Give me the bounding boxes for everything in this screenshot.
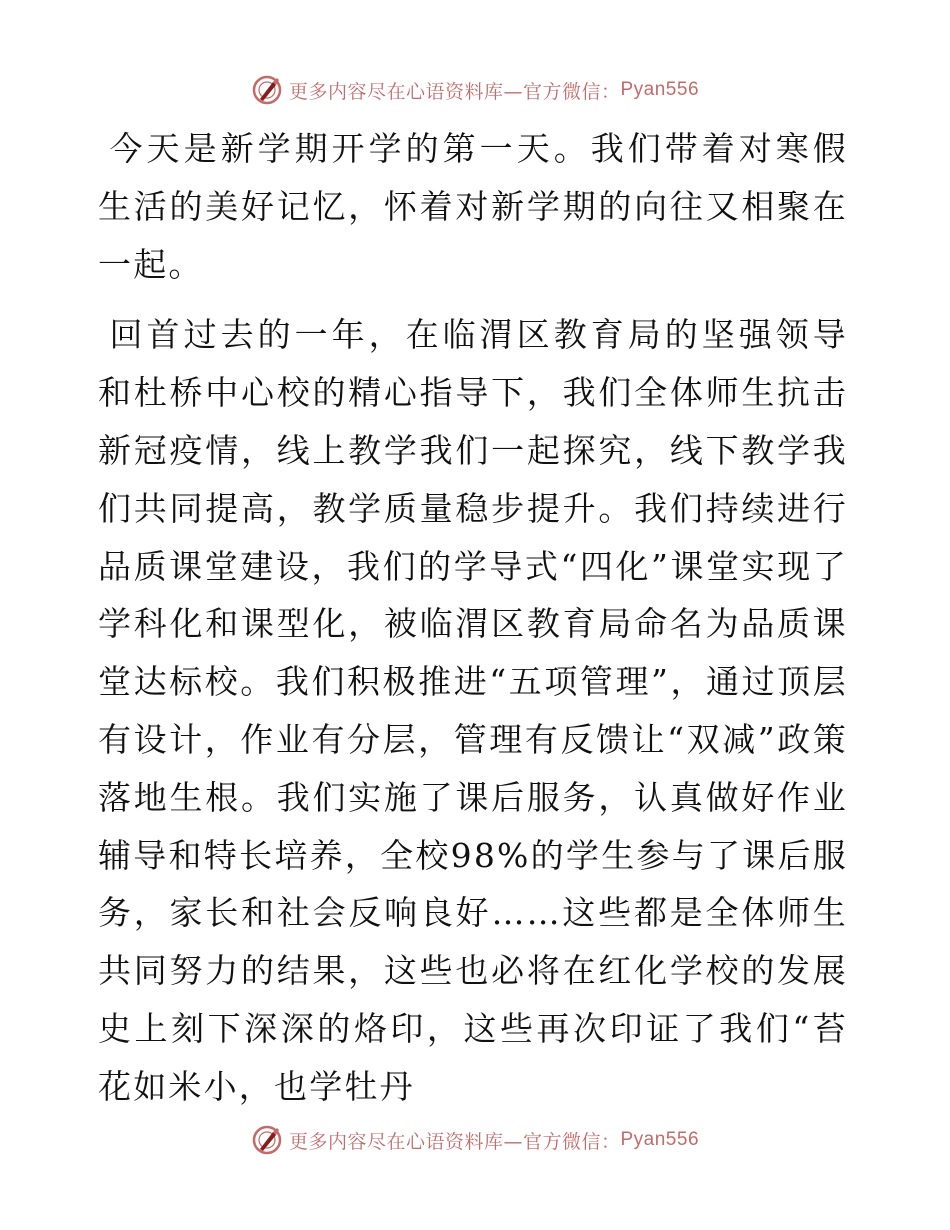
paragraph-opening: 今天是新学期开学的第一天。我们带着对寒假生活的美好记忆，怀着对新学期的向往又相聚在一起。: [98, 129, 848, 284]
paragraph-review: 回首过去的一年，在临渭区教育局的坚强领导和杜桥中心校的精心指导下，我们全体师生抗击新冠疫情，线上教学我们一起探究，线下教学我们共同提高，教学质量稳步提升。我们持续进行品质课堂建设，我们的学导式“四化”课堂实现了学科化和课型化，被临渭区教育局命名为品质课堂达标校。我们积极推进“五项管理”，通过顶层有设计，作业有分层，管理有反馈让“双减”政策落地生根。我们实施了课后服务，认真做好作业辅导和特长培养，全校98%的学生参与了课后服务，家长和社会反响良好……这些都是全体师生共同努力的结果，这些也必将在红化学校的发展史上刻下深深的烙印，这些再次印证了我们“苔花如米小，也学牡丹: [98, 315, 848, 1106]
footer-watermark: [0, 1120, 950, 1160]
pen-logo-icon: [251, 74, 283, 106]
watermark-text: 更多内容尽在心语资料库—官方微信：: [288, 1130, 621, 1153]
watermark-handle: Pyan556: [620, 79, 700, 100]
pen-logo-icon: [251, 1124, 283, 1156]
document-body: [98, 120, 848, 1116]
watermark-handle: Pyan556: [620, 1129, 700, 1150]
header-watermark: [0, 70, 950, 110]
watermark-text: 更多内容尽在心语资料库—官方微信：: [288, 80, 621, 103]
